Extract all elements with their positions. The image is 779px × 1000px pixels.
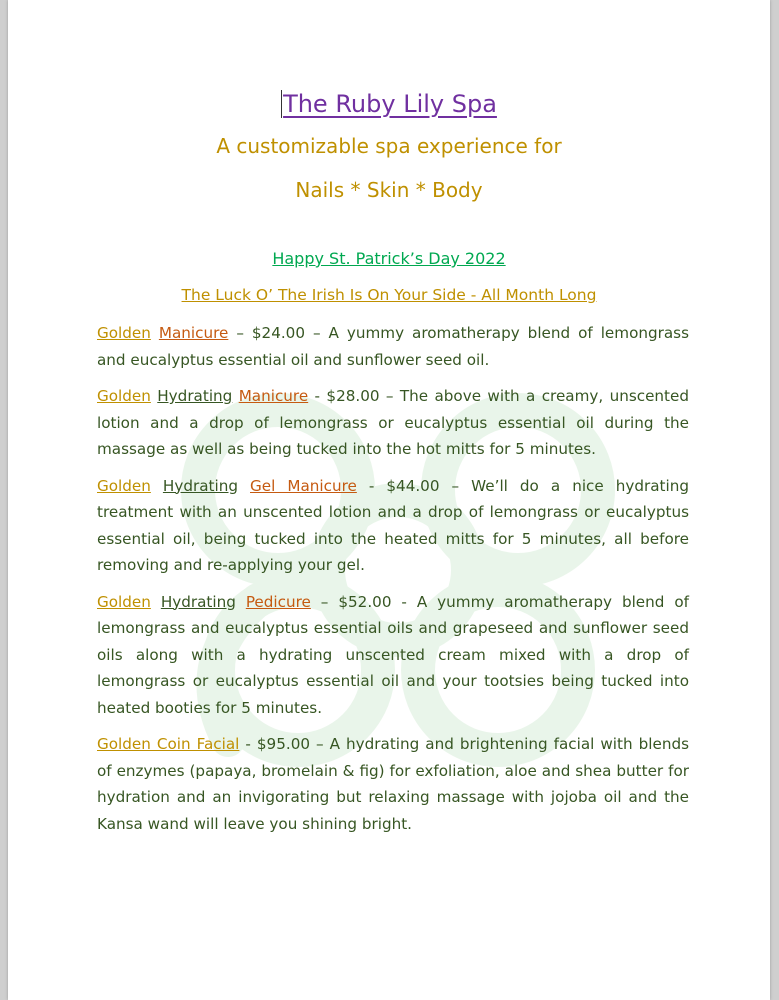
service-name-part: Manicure — [158, 324, 229, 342]
document-page — [8, 0, 770, 1000]
subtitle-line-1: A customizable spa experience for — [216, 134, 562, 158]
text-cursor — [281, 90, 282, 118]
services-list — [97, 320, 689, 847]
service-description: - $28.00 – The above with a creamy, unscented lotion and a drop of lemongrass or eucalyptus essential oil during the massage as well as being tucked into the hot mitts for 5 minutes. — [97, 387, 689, 458]
service-name-part: Golden — [97, 324, 151, 342]
service-golden-hydrating-gel-manicure — [97, 473, 689, 579]
service-name-part: Hydrating — [160, 592, 236, 611]
event-title: Happy St. Patrick’s Day 2022 — [272, 249, 506, 268]
spa-name: The Ruby Lily Spa — [283, 90, 497, 118]
subtitle-line-2: Nails * Skin * Body — [295, 178, 483, 202]
service-name-part: Golden — [97, 476, 151, 495]
service-golden-hydrating-manicure — [97, 383, 689, 463]
service-name-part: Pedicure — [245, 592, 311, 611]
service-description: - $95.00 – A hydrating and brightening facial with blends of enzymes (papaya, bromelain & fig) for exfoliation, aloe and shea butter for hydration and an invigorating but relaxing massage with jojoba oil and the Kansa wand will leave you shining bright. — [97, 735, 689, 833]
service-name-part: Gel Manicure — [250, 476, 357, 495]
service-name-part: Golden Coin Facial — [97, 735, 240, 753]
service-name-part: Golden — [97, 387, 151, 405]
service-golden-manicure — [97, 320, 689, 373]
service-golden-hydrating-pedicure — [97, 589, 689, 722]
service-name-part: Manicure — [238, 387, 309, 405]
service-golden-coin-facial — [97, 731, 689, 837]
event-tagline: The Luck O’ The Irish Is On Your Side - All Month Long — [181, 286, 597, 304]
service-description: – $52.00 - A yummy aromatherapy blend of lemongrass and eucalyptus essential oils and grapeseed and sunflower seed oils along with a hydrating unscented cream mixed with a drop of lemongrass or eucalyptus essential oil and your tootsies being tucked into heated booties for 5 minutes. — [97, 592, 689, 717]
service-description: - $44.00 – We’ll do a nice hydrating treatment with an unscented lotion and a drop of lemongrass or eucalyptus essential oil, being tucked into the heated mitts for 5 minutes, all before removing and re-applying your gel. — [97, 476, 689, 574]
service-description: – $24.00 – A yummy aromatherapy blend of lemongrass and eucalyptus essential oil and sunflower seed oil. — [97, 324, 689, 369]
page-title — [8, 90, 770, 118]
service-name-part: Hydrating — [162, 476, 238, 495]
service-name-part: Golden — [97, 592, 151, 611]
service-name-part: Hydrating — [157, 387, 233, 405]
